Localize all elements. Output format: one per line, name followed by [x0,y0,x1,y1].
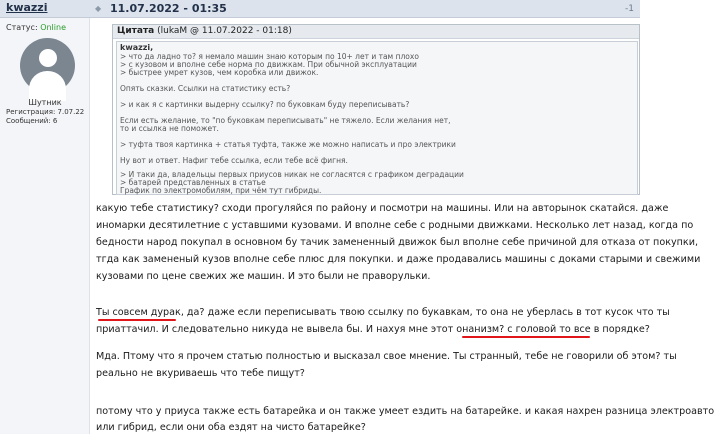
quote-header [113,25,639,39]
post-text-line: Ты совсем дурак, да? даже если переписывать твою ссылку по букавкам, то она не уберлась в тот кусок что ты [96,307,670,318]
quote-line: > И таки да, владельцы первых приусов никак не согласятся с графиком деградации [120,170,464,179]
quote-line: > быстрее умрет кузов, чем коробка или движок. [120,68,319,77]
post-text-line: приаттачил. И следовательно никуда не вывела бы. И нахуя мне этот онанизм? с головой то все в порядке? [96,324,650,335]
post-text-line: или гибрид, если они оба ездят на чисто батарейке? [96,422,366,433]
quote-line: Если есть желание, то "по буковкам переписывать" не тяжело. Если желания нет, [120,116,451,125]
status-value: Online [40,23,66,32]
status-label: Статус: [6,23,38,32]
user-sidebar [0,18,90,434]
quote-line: > туфта твоя картинка + статья туфта, также же можно написать и про электрики [120,140,456,149]
quote-line: то и ссылка не поможет. [120,124,219,133]
post-text-line: какую тебе статистику? сходи прогуляйся по району и посмотри на машины. Или на авторынок скатайся. даже [96,203,669,214]
post-date: 11.07.2022 - 01:35 [110,2,227,15]
quote-line: > и как я с картинки выдерну ссылку? по буковкам буду переписывать? [120,100,410,109]
post-link-icon[interactable]: ◆ [95,4,102,13]
quote-line: Ну вот и ответ. Нафиг тебе ссылка, если тебе всё фигня. [120,156,348,165]
quote-label: Цитата [117,26,155,36]
user-status [6,23,66,32]
quote-line: > с кузовом и вполне себе норма по движкам. При обычной эксплуатации [120,60,417,69]
quote-line: > что да ладно то? я немало машин знаю которым по 10+ лет и там плохо [120,52,419,61]
avatar-head-shape [39,49,57,67]
post-number[interactable]: -1 [625,4,634,14]
quote-title [117,26,292,36]
quote-line: Опять сказки. Ссылки на статистику есть? [120,84,291,93]
post-text-line: бедности народ покупал в основном бу тачик замененный движок был вполне себе причиной для отказа от покупки, [96,237,699,248]
post-text-line: потому что у приуса также есть батарейка и он также умеет ездить на батарейке. и какая нахрен разница электроавто [96,406,714,417]
user-registration-info [6,108,84,126]
registration-date: Регистрация: 7.07.22 [6,108,85,116]
username-link[interactable]: kwazzi [6,1,48,14]
message-count: Сообщений: 6 [6,117,58,125]
nested-quote-author: kwazzi, [120,43,154,52]
nested-quote [116,41,638,195]
post-text-line: реально не вкуриваешь что тебе пищут? [96,368,305,379]
post-text-line: кузовами по цене свежих же машин. И это были не праворульки. [96,271,431,282]
quote-block [112,24,640,195]
post-text-line: Мда. Птому что я прочем статью полностью и высказал свое мнение. Ты странный, тебе не говорили об этом? ты [96,351,677,362]
red-underline-mark [462,336,590,338]
red-underline-mark [98,319,176,321]
post-text-line: иномарки десятилетние с уставшими кузовами. И вполне себе с родными движками. Несколько лет назад, когда по [96,220,694,231]
avatar[interactable] [20,38,75,93]
avatar-body-shape [29,71,66,101]
quote-line: График по электромобилям, при чём тут гибриды. [120,186,322,195]
post-header [0,0,640,18]
user-rank: Шутник [28,98,62,107]
post-text-line: тгда как замененый кузов вполне себе плюс для покупки. и даже продавались машины с доками старыми и свежими [96,254,701,265]
quote-line: > батарей представленных в статье [120,178,266,187]
quote-meta: (lukaM @ 11.07.2022 - 01:18) [157,26,292,36]
